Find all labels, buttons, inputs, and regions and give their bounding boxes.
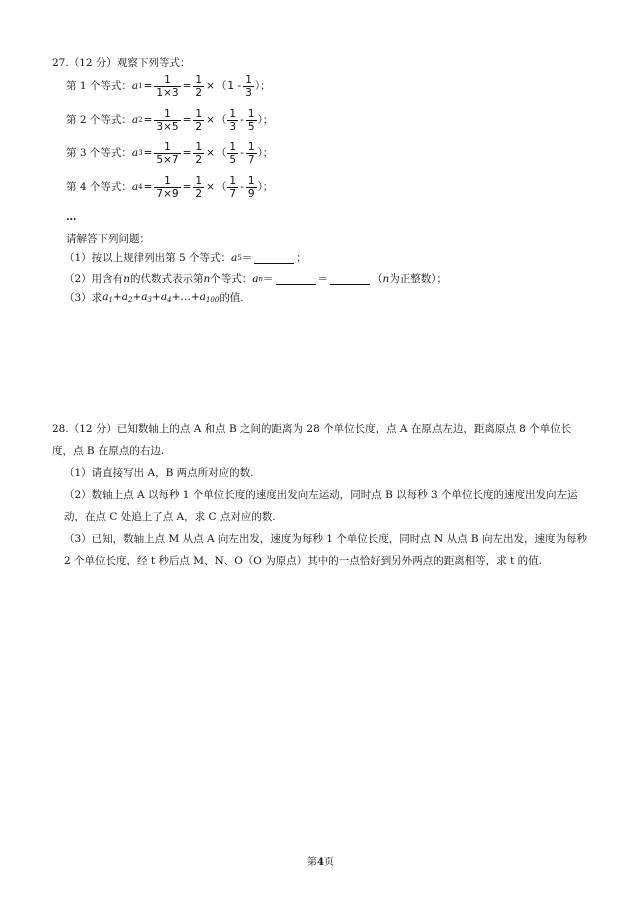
fraction-left bbox=[227, 141, 238, 166]
leading-one: 1 - bbox=[227, 80, 242, 93]
fraction-right-denominator: 9 bbox=[247, 188, 255, 200]
q27-part3-text: （3）求 bbox=[64, 291, 103, 304]
fraction-half bbox=[193, 175, 204, 200]
q27-part2-note: 为正整数）； bbox=[389, 273, 448, 286]
fraction-half-denominator: 2 bbox=[195, 87, 203, 99]
fraction-half bbox=[193, 141, 204, 166]
open-paren: （ bbox=[215, 147, 227, 160]
minus-sign: - bbox=[240, 147, 244, 160]
q27-prompt: 请解答下列问题： bbox=[66, 233, 150, 245]
fraction-left-denominator: 5 bbox=[229, 154, 237, 166]
fraction-product-numerator: 1 bbox=[164, 175, 171, 187]
q27-part3-end: 的值. bbox=[219, 291, 244, 304]
fraction-half-denominator: 2 bbox=[195, 121, 203, 133]
fraction-product-denominator: 5×7 bbox=[156, 154, 179, 166]
q27-part1 bbox=[64, 253, 307, 264]
equation-label: 第 2 个等式： bbox=[66, 114, 132, 127]
fraction-left bbox=[227, 108, 238, 133]
q27-part3 bbox=[64, 292, 244, 304]
footer-prefix: 第 bbox=[307, 857, 317, 868]
equation-row bbox=[66, 141, 273, 166]
times-sign: × bbox=[206, 147, 215, 160]
fraction-product-numerator: 1 bbox=[164, 108, 171, 120]
equals-sign: = bbox=[143, 181, 153, 194]
term-subscript: 4 bbox=[138, 183, 143, 191]
times-sign: × bbox=[206, 181, 215, 194]
open-paren: （ bbox=[215, 181, 227, 194]
fraction-product-numerator: 1 bbox=[164, 141, 171, 153]
q27-part2 bbox=[64, 274, 447, 285]
page-footer bbox=[307, 858, 334, 868]
term-a: a bbox=[131, 80, 139, 93]
q27-part1-text: （1）按以上规律列出第 5 个等式： bbox=[64, 252, 232, 265]
close-paren: ）； bbox=[254, 80, 271, 93]
q27-ellipsis: … bbox=[66, 211, 77, 223]
equals-sign: = bbox=[182, 181, 192, 194]
times-sign: × bbox=[206, 80, 215, 93]
fraction-half-denominator: 2 bbox=[195, 188, 203, 200]
q27-part1-a: a bbox=[231, 252, 238, 265]
equation-row bbox=[66, 108, 273, 133]
fraction-right-numerator: 1 bbox=[247, 141, 255, 153]
q27-part2-a: a bbox=[252, 273, 259, 286]
term-a: a bbox=[131, 114, 139, 127]
fraction-right-numerator: 1 bbox=[247, 175, 255, 187]
fraction-left-numerator: 1 bbox=[229, 175, 237, 187]
fraction-right bbox=[246, 175, 257, 200]
fraction-left-numerator: 1 bbox=[229, 141, 237, 153]
fraction-half-numerator: 1 bbox=[195, 74, 203, 86]
q27-part1-end: ； bbox=[296, 252, 307, 265]
fraction-half bbox=[193, 74, 204, 99]
equals-sign: = bbox=[143, 80, 153, 93]
fraction-product bbox=[154, 175, 180, 200]
q27-part1-sub: 5 bbox=[237, 254, 242, 262]
q28-part3: （3）已知，数轴上点 M 从点 A 向左出发，速度为每秒 1 个单位长度，同时点 N 从点 B 向左出发，速度为每秒 2 个单位长度，经 t 秒后点 M、N、O（O 为原点）其中的一点恰好到另外两点的距离相等，求 t 的值. bbox=[64, 533, 587, 567]
minus-sign: - bbox=[240, 181, 244, 194]
fraction-right bbox=[246, 108, 257, 133]
fraction-product bbox=[154, 108, 180, 133]
fraction-left bbox=[227, 175, 238, 200]
fraction-product-denominator: 1×3 bbox=[156, 87, 179, 99]
close-paren: ）； bbox=[257, 114, 274, 127]
q27-part2-eq: ＝ bbox=[263, 273, 274, 286]
equals-sign: = bbox=[182, 80, 192, 93]
fraction-product-numerator: 1 bbox=[164, 74, 171, 86]
q27-part2-blank1 bbox=[276, 274, 316, 285]
term-a: a bbox=[131, 181, 139, 194]
q27-part1-eq: ＝ bbox=[241, 252, 253, 265]
fraction-right-denominator: 5 bbox=[247, 121, 255, 133]
q27-part3-expr: $a_1+a_2+a_3+a_4+\dots+a_{100}$ bbox=[102, 291, 220, 304]
equation-row bbox=[66, 74, 271, 99]
q27-part2-sub: n bbox=[258, 275, 263, 283]
q27-part2-n2: n bbox=[203, 273, 211, 286]
fraction-half-numerator: 1 bbox=[195, 175, 203, 187]
q27-header: 27.（12 分）观察下列等式： bbox=[52, 57, 191, 69]
equation-label: 第 1 个等式： bbox=[66, 80, 132, 93]
q27-part2-n3: n bbox=[382, 273, 390, 286]
equation-label: 第 4 个等式： bbox=[66, 181, 132, 194]
fraction-right bbox=[246, 141, 257, 166]
term-subscript: 1 bbox=[138, 82, 143, 90]
fraction-product bbox=[154, 74, 180, 99]
fraction-left-denominator: 7 bbox=[229, 188, 237, 200]
open-paren: （ bbox=[215, 114, 227, 127]
fraction-product-denominator: 3×5 bbox=[156, 121, 179, 133]
q27-part1-blank bbox=[254, 253, 294, 264]
times-sign: × bbox=[206, 114, 215, 127]
q27-part2-n: n bbox=[123, 273, 130, 286]
open-paren: （ bbox=[215, 80, 227, 93]
term-subscript: 2 bbox=[138, 116, 143, 124]
term-subscript: 3 bbox=[138, 149, 143, 157]
term-a: a bbox=[131, 147, 139, 160]
fraction-right-numerator: 1 bbox=[245, 74, 252, 86]
equals-sign: = bbox=[182, 114, 192, 127]
fraction-right bbox=[243, 74, 254, 99]
fraction-right-denominator: 3 bbox=[245, 87, 252, 99]
fraction-half bbox=[193, 108, 204, 133]
equation-row bbox=[66, 175, 273, 200]
minus-sign: - bbox=[240, 114, 244, 127]
q27-part2-mid2: 个等式： bbox=[210, 273, 253, 286]
q27-part2-eq2: ＝ bbox=[317, 273, 328, 286]
q28-stem: 28.（12 分）已知数轴上的点 A 和点 B 之间的距离为 28 个单位长度，点 A 在原点左边，距离原点 8 个单位长度，点 B 在原点的右边. bbox=[52, 423, 572, 457]
q28-part2: （2）数轴上点 A 以每秒 1 个单位长度的速度出发向左运动，同时点 B 以每秒 3 个单位长度的速度出发向左运动，在点 C 处追上了点 A，求 C 点对应的数. bbox=[64, 489, 578, 523]
fraction-half-numerator: 1 bbox=[195, 141, 203, 153]
equals-sign: = bbox=[182, 147, 192, 160]
q27-part2-open: （ bbox=[372, 273, 383, 286]
equals-sign: = bbox=[143, 114, 153, 127]
footer-suffix: 页 bbox=[323, 857, 334, 868]
close-paren: ）； bbox=[257, 181, 274, 194]
equals-sign: = bbox=[143, 147, 153, 160]
fraction-product-denominator: 7×9 bbox=[156, 188, 179, 200]
fraction-half-denominator: 2 bbox=[195, 154, 203, 166]
close-paren: ）； bbox=[257, 147, 274, 160]
fraction-left-denominator: 3 bbox=[229, 121, 237, 133]
fraction-right-numerator: 1 bbox=[247, 108, 255, 120]
equation-label: 第 3 个等式： bbox=[66, 147, 132, 160]
q28-part1: （1）请直接写出 A，B 两点所对应的数. bbox=[64, 467, 254, 479]
fraction-half-numerator: 1 bbox=[195, 108, 203, 120]
q27-part2-mid: 的代数式表示第 bbox=[129, 273, 204, 286]
fraction-left-numerator: 1 bbox=[229, 108, 237, 120]
fraction-right-denominator: 7 bbox=[247, 154, 255, 166]
q27-part2-text: （2）用含有 bbox=[64, 273, 124, 286]
footer-page-number: 4 bbox=[317, 857, 324, 868]
fraction-product bbox=[154, 141, 180, 166]
q27-part2-blank2 bbox=[330, 274, 370, 285]
